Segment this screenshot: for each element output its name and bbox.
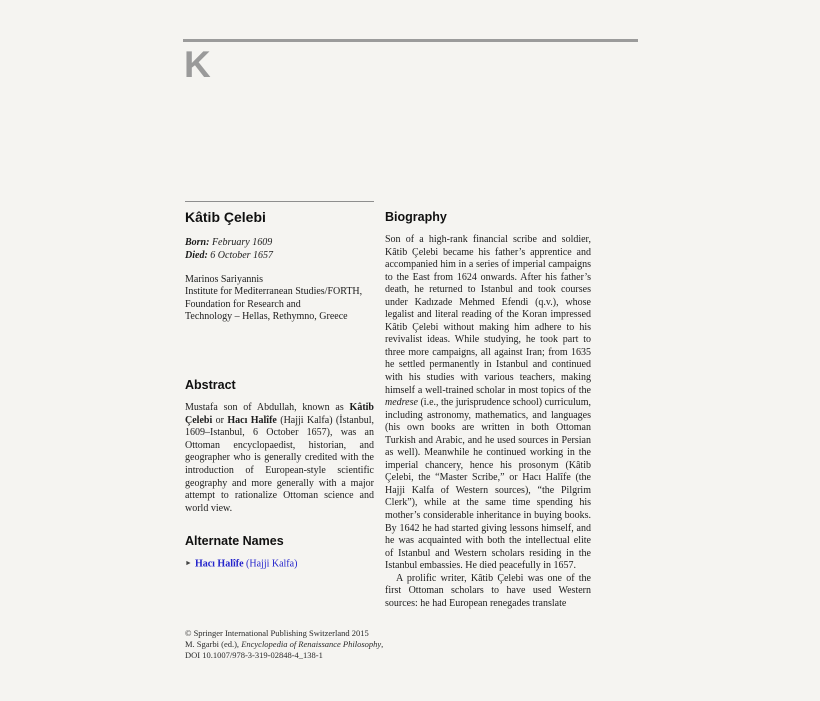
died-value: 6 October 1657 xyxy=(207,250,274,261)
doi-line: DOI 10.1007/978-3-319-02848-4_138-1 xyxy=(185,649,323,660)
alternate-name-link-bold: Hacı Halîfe xyxy=(194,558,244,570)
entry-title: Kâtib Çelebi xyxy=(185,209,266,225)
biography-paragraph-2: A prolific writer, Kâtib Çelebi was one of the first Ottoman scholars to have used Western sources: he had European renegades translate xyxy=(385,572,591,609)
list-arrow-icon: ► xyxy=(185,559,192,567)
biography-heading: Biography xyxy=(385,210,447,224)
affiliation-line: Foundation for Research and xyxy=(185,298,301,310)
affiliation-line: Technology – Hellas, Rethymno, Greece xyxy=(185,311,348,323)
author-affiliation-block xyxy=(185,274,380,324)
section-divider-bar xyxy=(183,39,638,42)
biography-text xyxy=(385,234,591,610)
alternate-name-entry xyxy=(185,557,374,571)
alternate-name-link[interactable] xyxy=(195,559,297,570)
imprint-footer xyxy=(185,628,395,660)
alternate-names-heading: Alternate Names xyxy=(185,534,284,548)
author-name: Marinos Sariyannis xyxy=(185,274,264,285)
section-letter: K xyxy=(184,44,211,85)
died-line xyxy=(185,249,374,262)
biography-paragraph-1: Son of a high-rank financial scribe and soldier, Kâtib Çelebi became his father’s apprentice and accompanied him in a series of imperial campaigns to the East from 1624 onwards. After his father’s death, he returned to Istanbul and took courses under Kadızade Mehmed Efendi (q.v.), whose legalist and literal reading of the Koran impressed Kâtib Çelebi without making him adhere to his revivalist ideas. While studying, he took part to three more campaigns, all against Iran; from 1635 he settled permanently in Istanbul and continued with his studies with various teachers, making himself a well-trained scholar in most topics of the medrese (i.e., the jurisprudence school) curriculum, including astronomy, mathematics, and languages (his own books are written in both Ottoman Turkish and Arabic, and he used sources in Persian as well). Meanwhile he continued working in the imperial chancery, hence his prosonym (Kâtib Çelebi, the “Master Scribe,” or Hacı Halîfe (the Hajji Kalfa of Western sources), “the Pilgrim Clerk”), while at the same time spending his mother’s considerable inheritance in buying books. By 1642 he had started giving lessons himself, and he was acquainted with both the intellectual elite of Istanbul and Western scholars residing in the Istanbul embassies. He died peacefully in 1657. xyxy=(385,234,591,572)
entry-header xyxy=(185,201,374,225)
abstract-heading: Abstract xyxy=(185,378,236,392)
born-value: February 1609 xyxy=(209,237,273,248)
vitals-block xyxy=(185,236,374,262)
copyright-line: © Springer International Publishing Switzerland 2015 xyxy=(185,628,369,638)
born-label: Born: xyxy=(185,237,210,248)
citation-line: M. Sgarbi (ed.), Encyclopedia of Renaissance Philosophy, xyxy=(185,638,384,649)
entry-title-rule xyxy=(185,201,374,202)
died-label: Died: xyxy=(185,250,208,261)
affiliation-line: Institute for Mediterranean Studies/FORTH, xyxy=(185,286,363,298)
born-line xyxy=(185,236,374,249)
abstract-text: Mustafa son of Abdullah, known as Kâtib Çelebi or Hacı Halîfe (Hajji Kalfa) (İstanbul, 1609–Istanbul, 6 October 1657), was an Ottoman encyclopaedist, historian, and geographer who is generally credited with the introduction of European-style scientific geography and more generally with a major attempt to rationalize Ottoman science and world view. xyxy=(185,402,374,514)
alternate-name-link-rest: (Hajji Kalfa) xyxy=(243,558,298,570)
